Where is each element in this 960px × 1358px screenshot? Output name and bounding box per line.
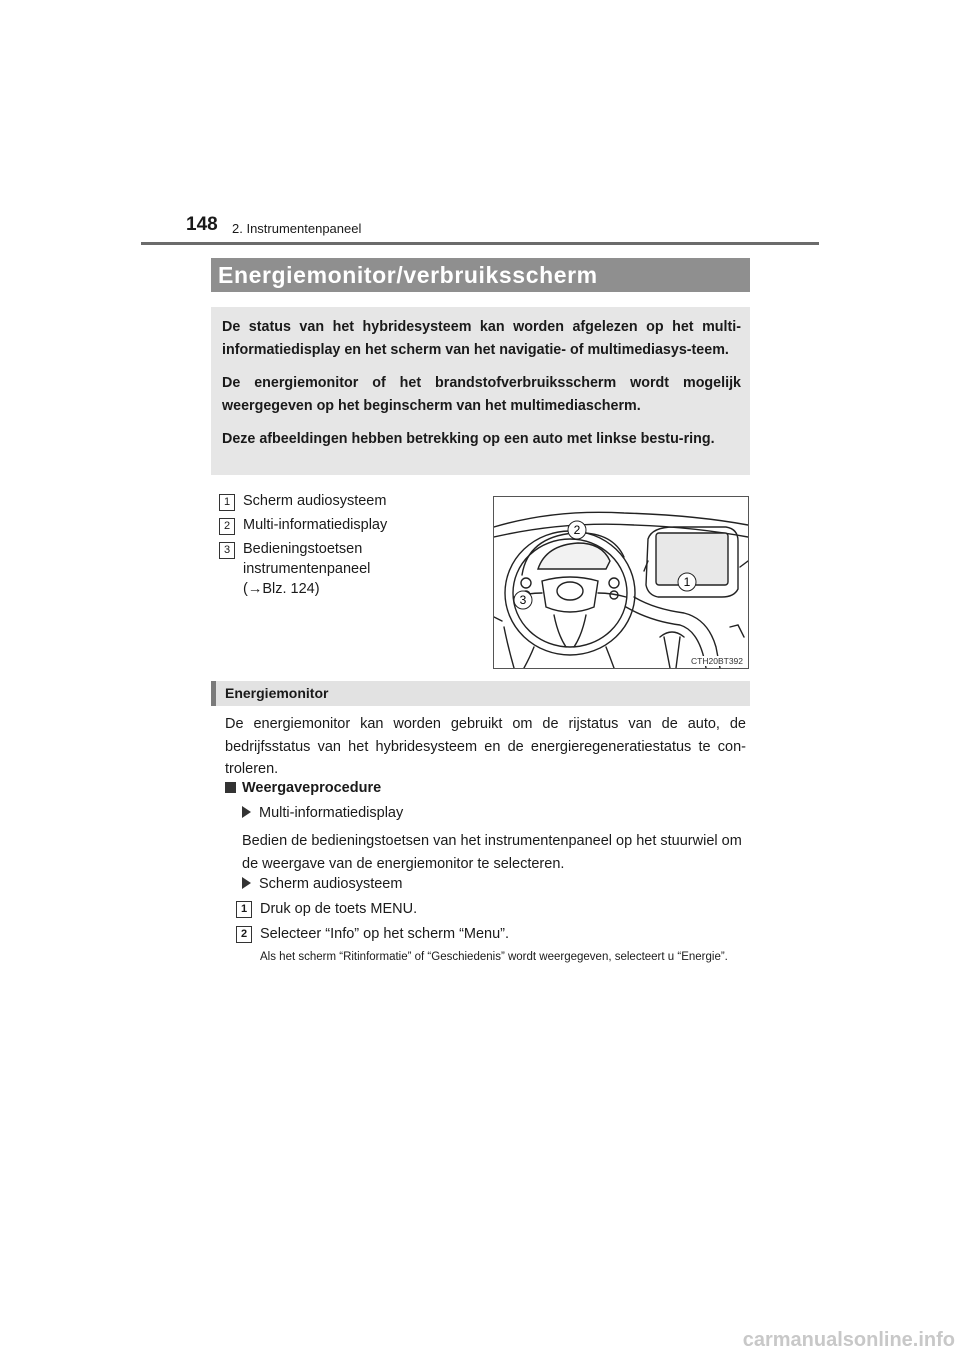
callout-number: 2	[219, 518, 235, 535]
figure-marker-2: 2	[573, 523, 581, 537]
callout-line-page-ref: (→Blz. 124)	[243, 581, 320, 597]
callout-list	[219, 491, 479, 603]
callout-number: 3	[219, 542, 235, 559]
triangle-bullet-icon	[242, 806, 251, 818]
callout-item	[219, 515, 479, 535]
option-multi-info-desc: Bedien de bedieningstoetsen van het instrumentenpaneel op het stuurwiel om de weergave van de energiemonitor te selecteren.	[242, 833, 742, 872]
callout-label	[243, 539, 370, 599]
figure-marker-1: 1	[683, 575, 691, 589]
step-text: Druk op de toets MENU.	[260, 901, 418, 917]
callout-item	[219, 491, 479, 511]
intro-paragraph: De energiemonitor of het brandstofverbruiksscherm wordt mogelijk weergegeven op het beginscherm van het multimediascherm.	[222, 375, 741, 414]
dashboard-drawing	[494, 497, 748, 668]
option-label: Scherm audiosysteem	[259, 876, 403, 892]
callout-label	[243, 515, 387, 535]
section-title: Energiemonitor/verbruiksscherm	[211, 258, 750, 292]
intro-box	[211, 307, 750, 475]
callout-line: Scherm audiosysteem	[243, 493, 387, 509]
intro-paragraph: Deze afbeeldingen hebben betrekking op een auto met linkse bestu-ring.	[222, 431, 715, 447]
callout-label	[243, 491, 386, 511]
option-audio-screen	[242, 874, 402, 894]
chapter-title: 2. Instrumentenpaneel	[232, 221, 362, 236]
square-bullet-icon	[225, 782, 236, 793]
step-item	[236, 899, 417, 919]
step-number: 2	[236, 926, 252, 943]
figure-code: CTH20BT392	[691, 656, 743, 666]
triangle-bullet-icon	[242, 877, 251, 889]
page-number: 148	[186, 214, 218, 235]
step-note: Als het scherm “Ritinformatie” of “Geschiedenis” wordt weergegeven, selecteert u “Energie”.	[260, 951, 728, 963]
callout-line: Bedieningstoetsen	[243, 541, 363, 557]
energiemonitor-paragraph: De energiemonitor kan worden gebruikt om de rijstatus van de auto, de bedrijfsstatus van het hybridesysteem en de energieregeneratiestatus te con-troleren.	[225, 716, 746, 777]
footer-watermark: carmanualsonline.info	[742, 1329, 955, 1351]
subsection-header: Energiemonitor	[211, 681, 750, 706]
option-multi-info	[242, 803, 403, 823]
intro-paragraph: De status van het hybridesysteem kan worden afgelezen op het multi-informatiedisplay en het scherm van het navigatie- of multimediasys-teem.	[222, 319, 741, 358]
step-number: 1	[236, 901, 252, 918]
callout-number: 1	[219, 494, 235, 511]
callout-item	[219, 539, 479, 599]
callout-line: instrumentenpaneel	[243, 561, 371, 577]
procedure-title	[225, 778, 381, 798]
procedure-title-text: Weergaveprocedure	[242, 780, 382, 796]
dashboard-illustration	[493, 496, 749, 669]
step-text: Selecteer “Info” op het scherm “Menu”.	[260, 926, 510, 942]
option-label: Multi-informatiedisplay	[259, 805, 404, 821]
header-rule	[141, 242, 819, 245]
figure-marker-3: 3	[519, 593, 527, 607]
step-item	[236, 924, 509, 944]
callout-line: Multi-informatiedisplay	[243, 517, 388, 533]
